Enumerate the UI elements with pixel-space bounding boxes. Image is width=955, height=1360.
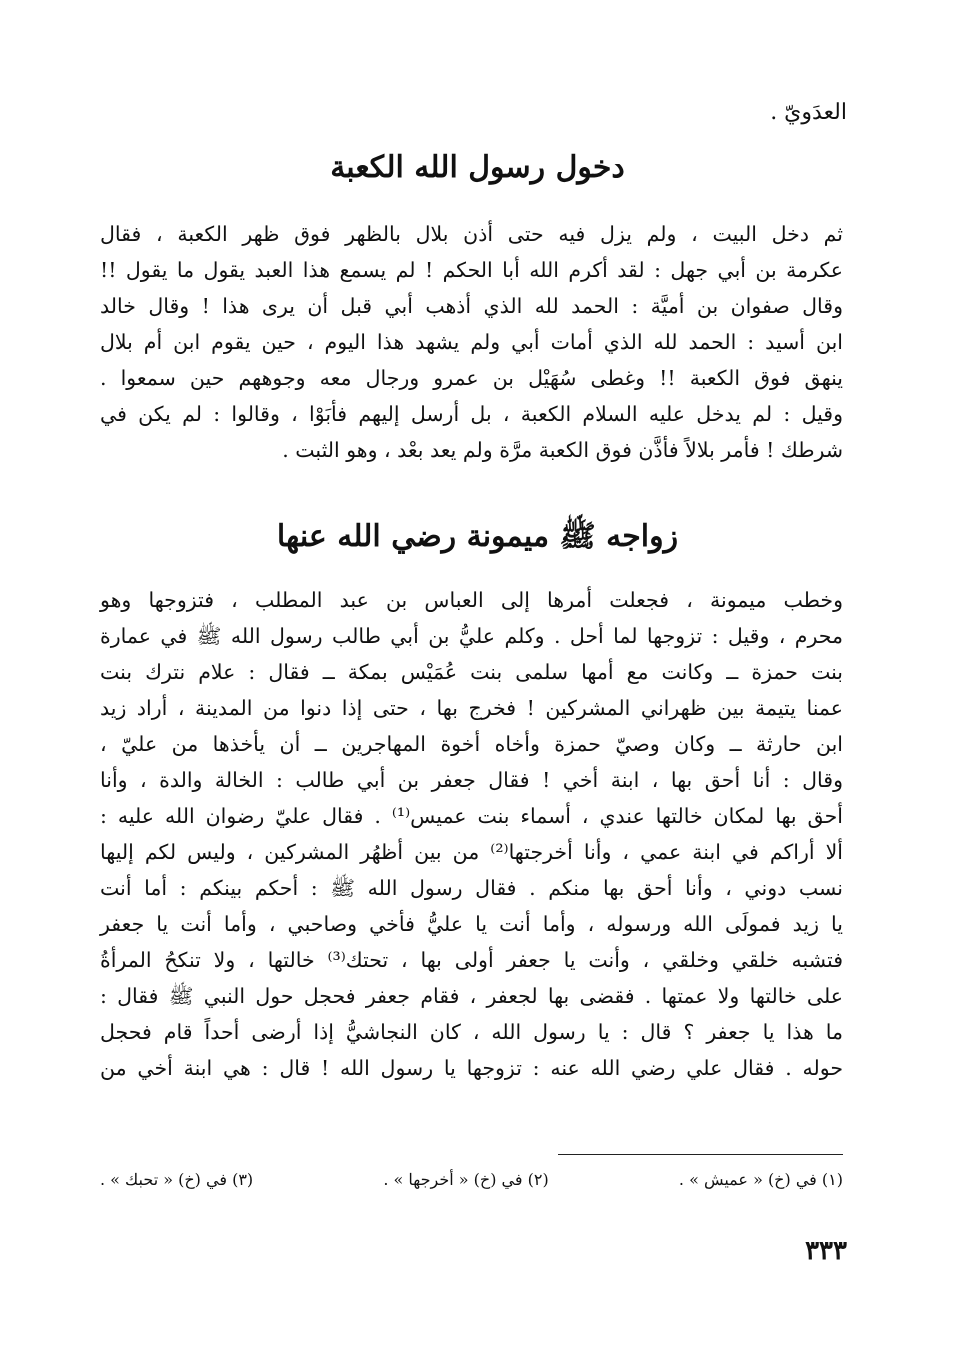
text-line: ينهق فوق الكعبة !! وغطى سُهَيْل بن عمرو ورجال معه وجوههم حين سمعوا . [100, 366, 843, 390]
footnote-1: (١) في (خ) « عميش » . [678, 1170, 843, 1189]
paragraph-kaaba [100, 216, 843, 468]
text-line: أحق بها لمكان خالتها عندي ، أسماء بنت عميس⁽¹⁾ . فقال عليّ رضوان الله عليه : [100, 804, 843, 828]
page-number: ٣٣٣ [805, 1236, 847, 1266]
carryover-text: العدَويّ . [770, 100, 847, 125]
text-line: عكرمة بن أبي جهل : لقد أكرم الله أبا الحكم ! لم يسمع هذا العبد يقول ما يقول !! [100, 258, 843, 282]
text-line: يا زيد فمولَى الله ورسوله ، وأما أنت يا عليُّ فأخي وصاحبي ، وأما أنت يا جعفر [100, 912, 843, 936]
footnote-3: (٣) في (خ) « تحبك » . [100, 1170, 254, 1189]
text-line: ابن حارثة ــ وكان وصيّ حمزة وأخاه أخوة المهاجرين ــ أن يأخذها من عليّ ، [100, 732, 843, 756]
text-line: وقيل : لم يدخل عليه السلام الكعبة ، بل أرسل إليهم فأبَوْا ، وقالوا : لم يكن في [100, 402, 843, 426]
paragraph-maymuna [100, 582, 843, 1086]
text-line: على خالتها ولا عمتها . فقضى بها لجعفر ، فقام جعفر فحجل حول النبي ﷺ فقال : [100, 984, 843, 1008]
text-line: شرطك ! فأمر بلالاً فأذَّن فوق الكعبة مرَّة ولم يعد بعْد ، وهو الثبت . [282, 438, 843, 462]
text-line: محرم ، وقيل : تزوجها لما أحل . وكلم عليُّ بن أبي طالب رسول الله ﷺ في عمارة [100, 624, 843, 648]
text-line: وخطب ميمونة ، فجعلت أمرها إلى العباس بن عبد المطلب ، فتزوجها وهو [100, 588, 843, 612]
text-line: وقال : أنا أحق بها ، ابنة أخي ! فقال جعفر بن أبي طالب : الخالة والدة ، وأنا [100, 768, 843, 792]
text-line: ثم دخل البيت ، ولم يزل فيه حتى أذن بلال بالظهر فوق ظهر الكعبة ، فقال [100, 222, 843, 246]
text-line: نسب دوني ، وأنا أحق بها منكم . فقال رسول الله ﷺ : أحكم بينكم : أما أنت [100, 876, 843, 900]
text-line: وقال صفوان بن أميَّة : الحمد لله الذي أذهب أبي قبل أن يرى هذا ! وقال خالد [100, 294, 843, 318]
text-line: ما هذا يا جعفر ؟ قال : يا رسول الله ، كان النجاشيُّ إذا أرضى أحداً قام فحجل [100, 1020, 843, 1044]
footnote-divider [558, 1154, 843, 1155]
text-line: بنت حمزة ــ وكانت مع أمها سلمى بنت عُمَيْس بمكة ــ فقال : علام نترك بنت [100, 660, 843, 684]
text-line: ألا أراكم في ابنة عمي ، وأنا أخرجتها⁽²⁾ من بين أظهُر المشركين ، وليس لكم إليها [100, 840, 843, 864]
text-line: ابن أسيد : الحمد لله الذي أمات أبي ولم يشهد هذا اليوم ، حين يقوم ابن أم بلال [100, 330, 843, 354]
footnotes [100, 1170, 843, 1189]
section-heading-kaaba: دخول رسول الله الكعبة [330, 150, 625, 185]
text-line: حوله . فقال علي رضي الله عنه : تزوجها يا رسول الله ! قال : هي ابنة أخي من [100, 1056, 843, 1080]
footnote-2: (٢) في (خ) « أخرجها » . [383, 1170, 549, 1189]
text-line: فتشبه خلقي وخلقي ، وأنت يا جعفر أولى بها ، تحتك⁽³⁾ خالتها ، ولا تنكحُ المرأةُ [100, 948, 844, 972]
text-line: عمنا يتيمة بين ظهراني المشركين ! فخرج بها ، حتى إذا دنوا من المدينة ، أراد زيد [100, 696, 843, 720]
section-heading-maymuna: زواجه ﷺ ميمونة رضي الله عنها [276, 519, 679, 554]
